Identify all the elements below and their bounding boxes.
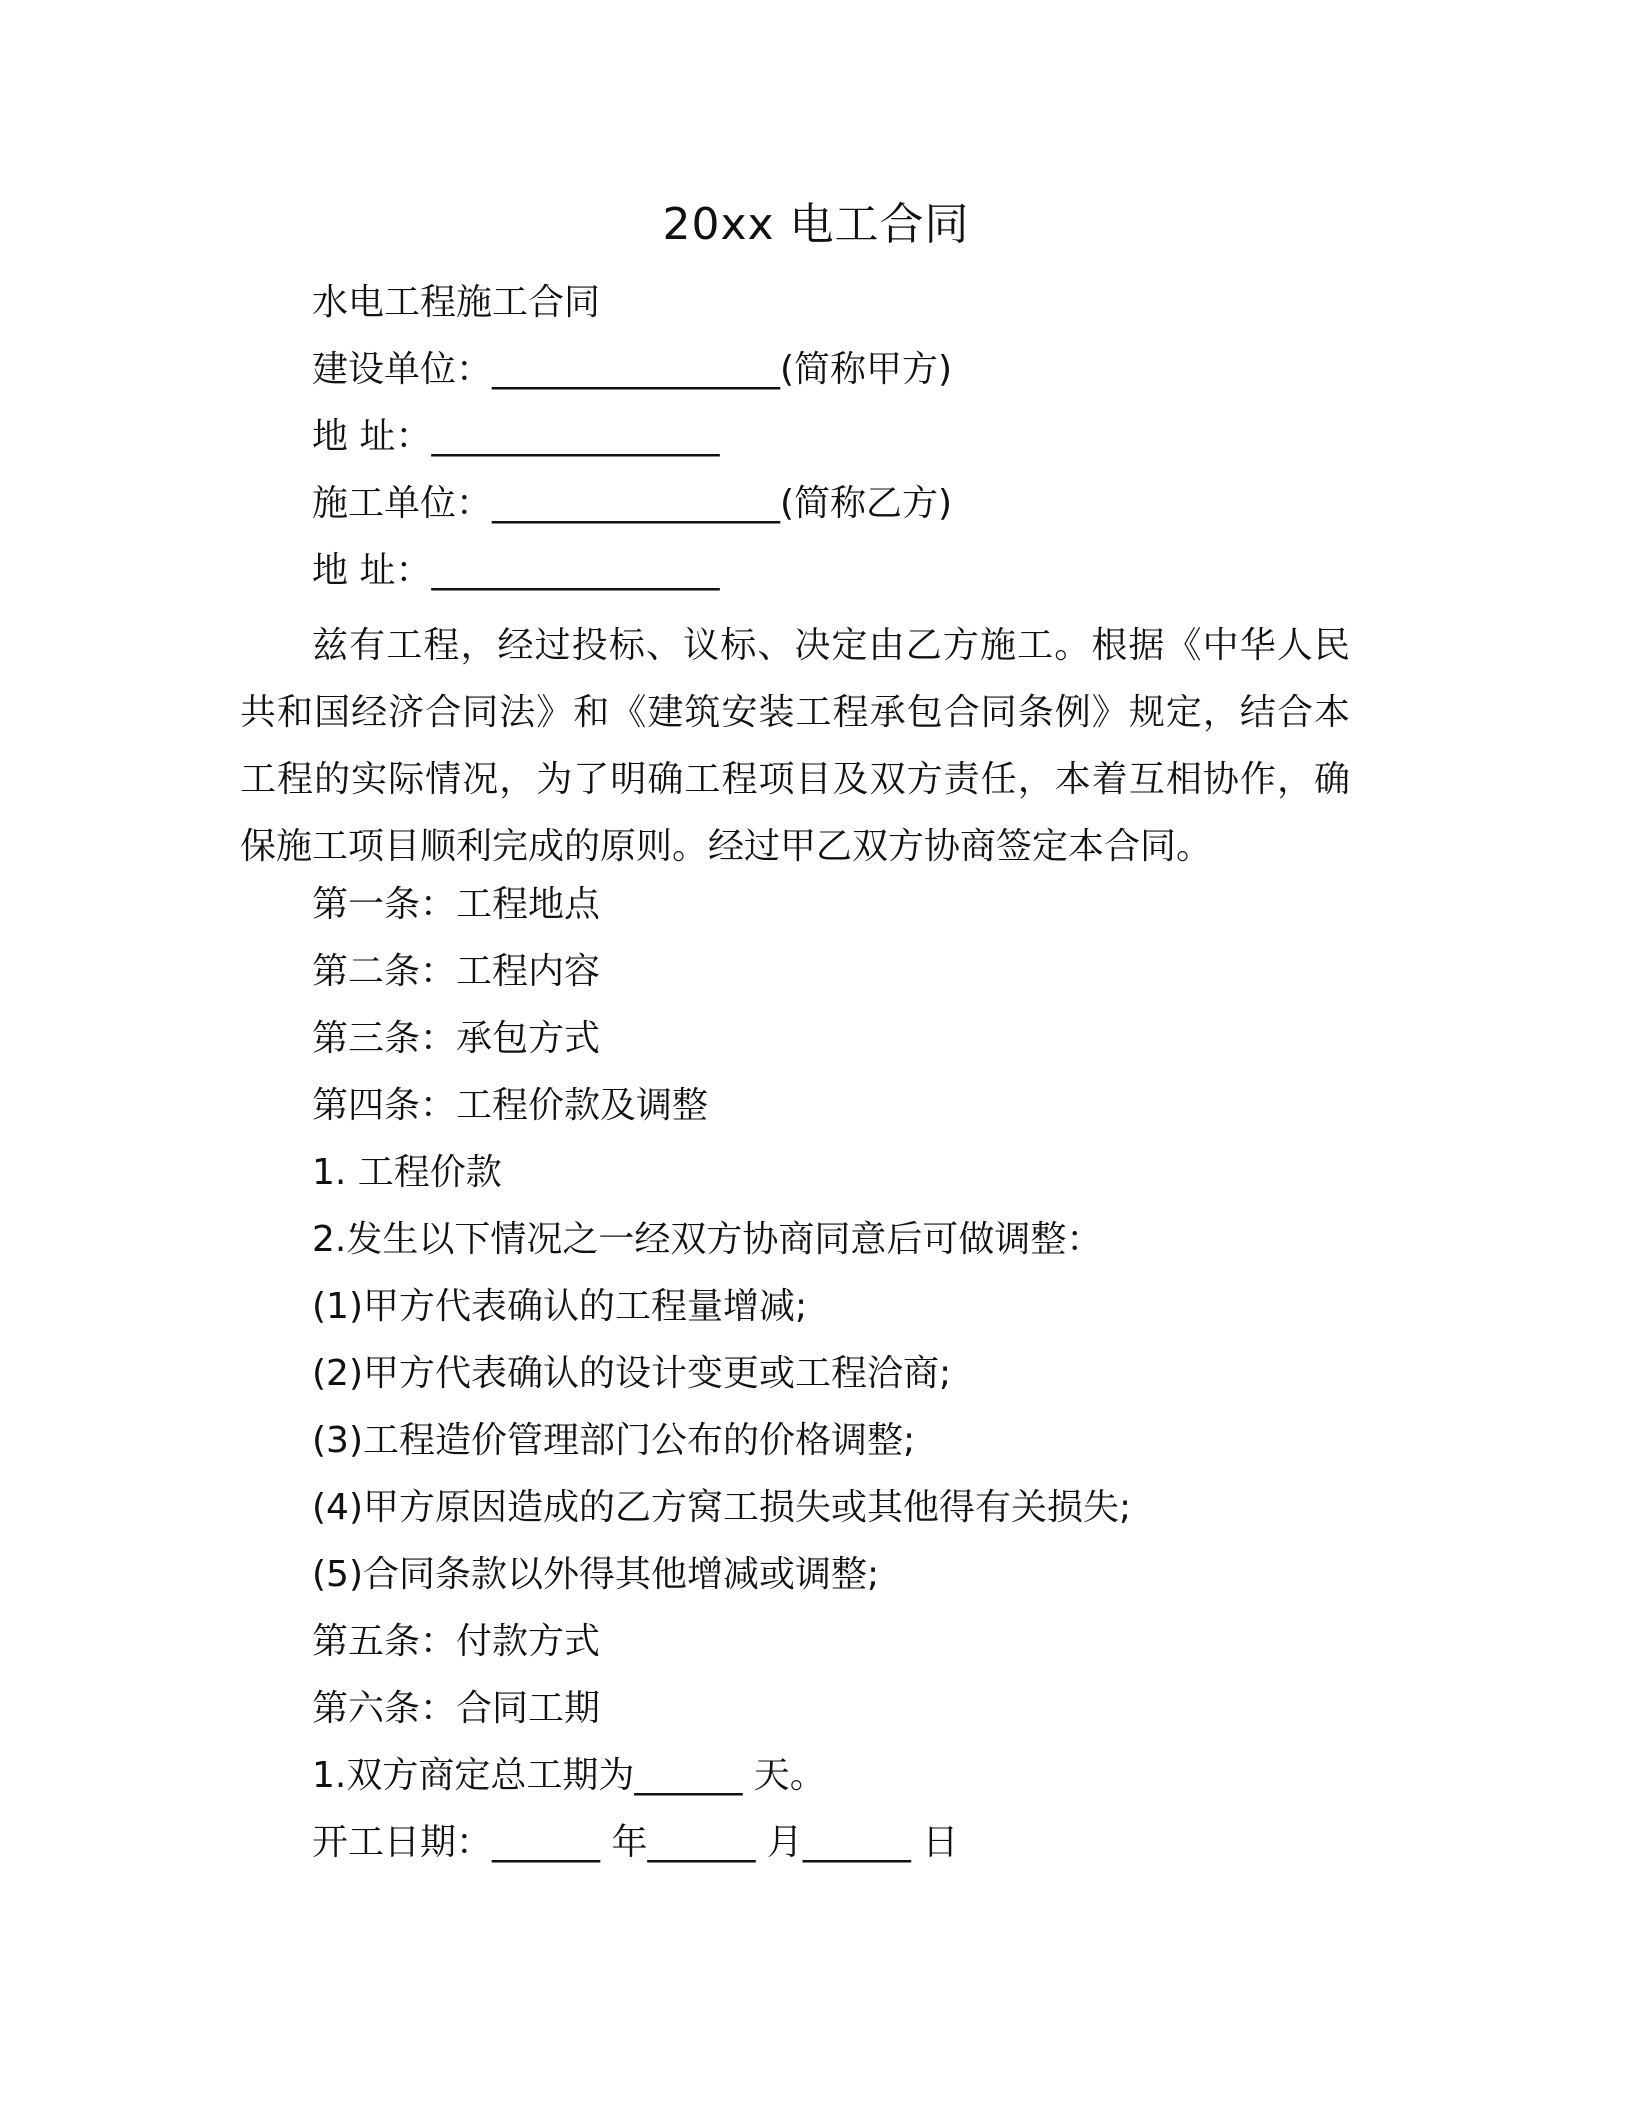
- address-line-1: 地 址：________________: [312, 416, 720, 457]
- address-line-2: 地 址：________________: [312, 550, 720, 591]
- adjust-item-4: (4)甲方原因造成的乙方窝工损失或其他得有关损失;: [312, 1487, 1132, 1528]
- adjust-item-3: (3)工程造价管理部门公布的价格调整;: [312, 1420, 916, 1461]
- clause-6-line: 第六条：合同工期: [312, 1688, 601, 1729]
- start-date-line: 开工日期：______ 年______ 月______ 日: [312, 1822, 959, 1863]
- construction-unit-line: 建设单位：________________(简称甲方): [312, 349, 953, 390]
- clause-4-line: 第四条：工程价款及调整: [312, 1085, 709, 1126]
- intro-paragraph: 兹有工程，经过投标、议标、决定由乙方施工。根据《中华人民共和国经济合同法》和《建筑安装工程承包合同条例》规定，结合本工程的实际情况，为了明确工程项目及双方责任，本着互相协作，确保施工项目顺利完成的原则。经过甲乙双方协商签定本合同。: [240, 625, 1350, 867]
- adjust-item-2: (2)甲方代表确认的设计变更或工程洽商;: [312, 1353, 952, 1394]
- contractor-unit-line: 施工单位：________________(简称乙方): [312, 483, 953, 524]
- contract-subtitle: 水电工程施工合同: [312, 282, 601, 323]
- price-item-2: 2.发生以下情况之一经双方协商同意后可做调整：: [312, 1219, 1103, 1260]
- adjust-item-1: (1)甲方代表确认的工程量增减;: [312, 1286, 808, 1327]
- clause-5-line: 第五条：付款方式: [312, 1621, 601, 1662]
- document-title: 20xx 电工合同: [662, 199, 970, 250]
- total-period-line: 1.双方商定总工期为______ 天。: [312, 1755, 826, 1796]
- clause-1-line: 第一条：工程地点: [312, 884, 601, 925]
- price-item-1: 1. 工程价款: [312, 1152, 502, 1193]
- clause-3-line: 第三条：承包方式: [312, 1018, 601, 1059]
- adjust-item-5: (5)合同条款以外得其他增减或调整;: [312, 1554, 880, 1595]
- clause-2-line: 第二条：工程内容: [312, 951, 601, 992]
